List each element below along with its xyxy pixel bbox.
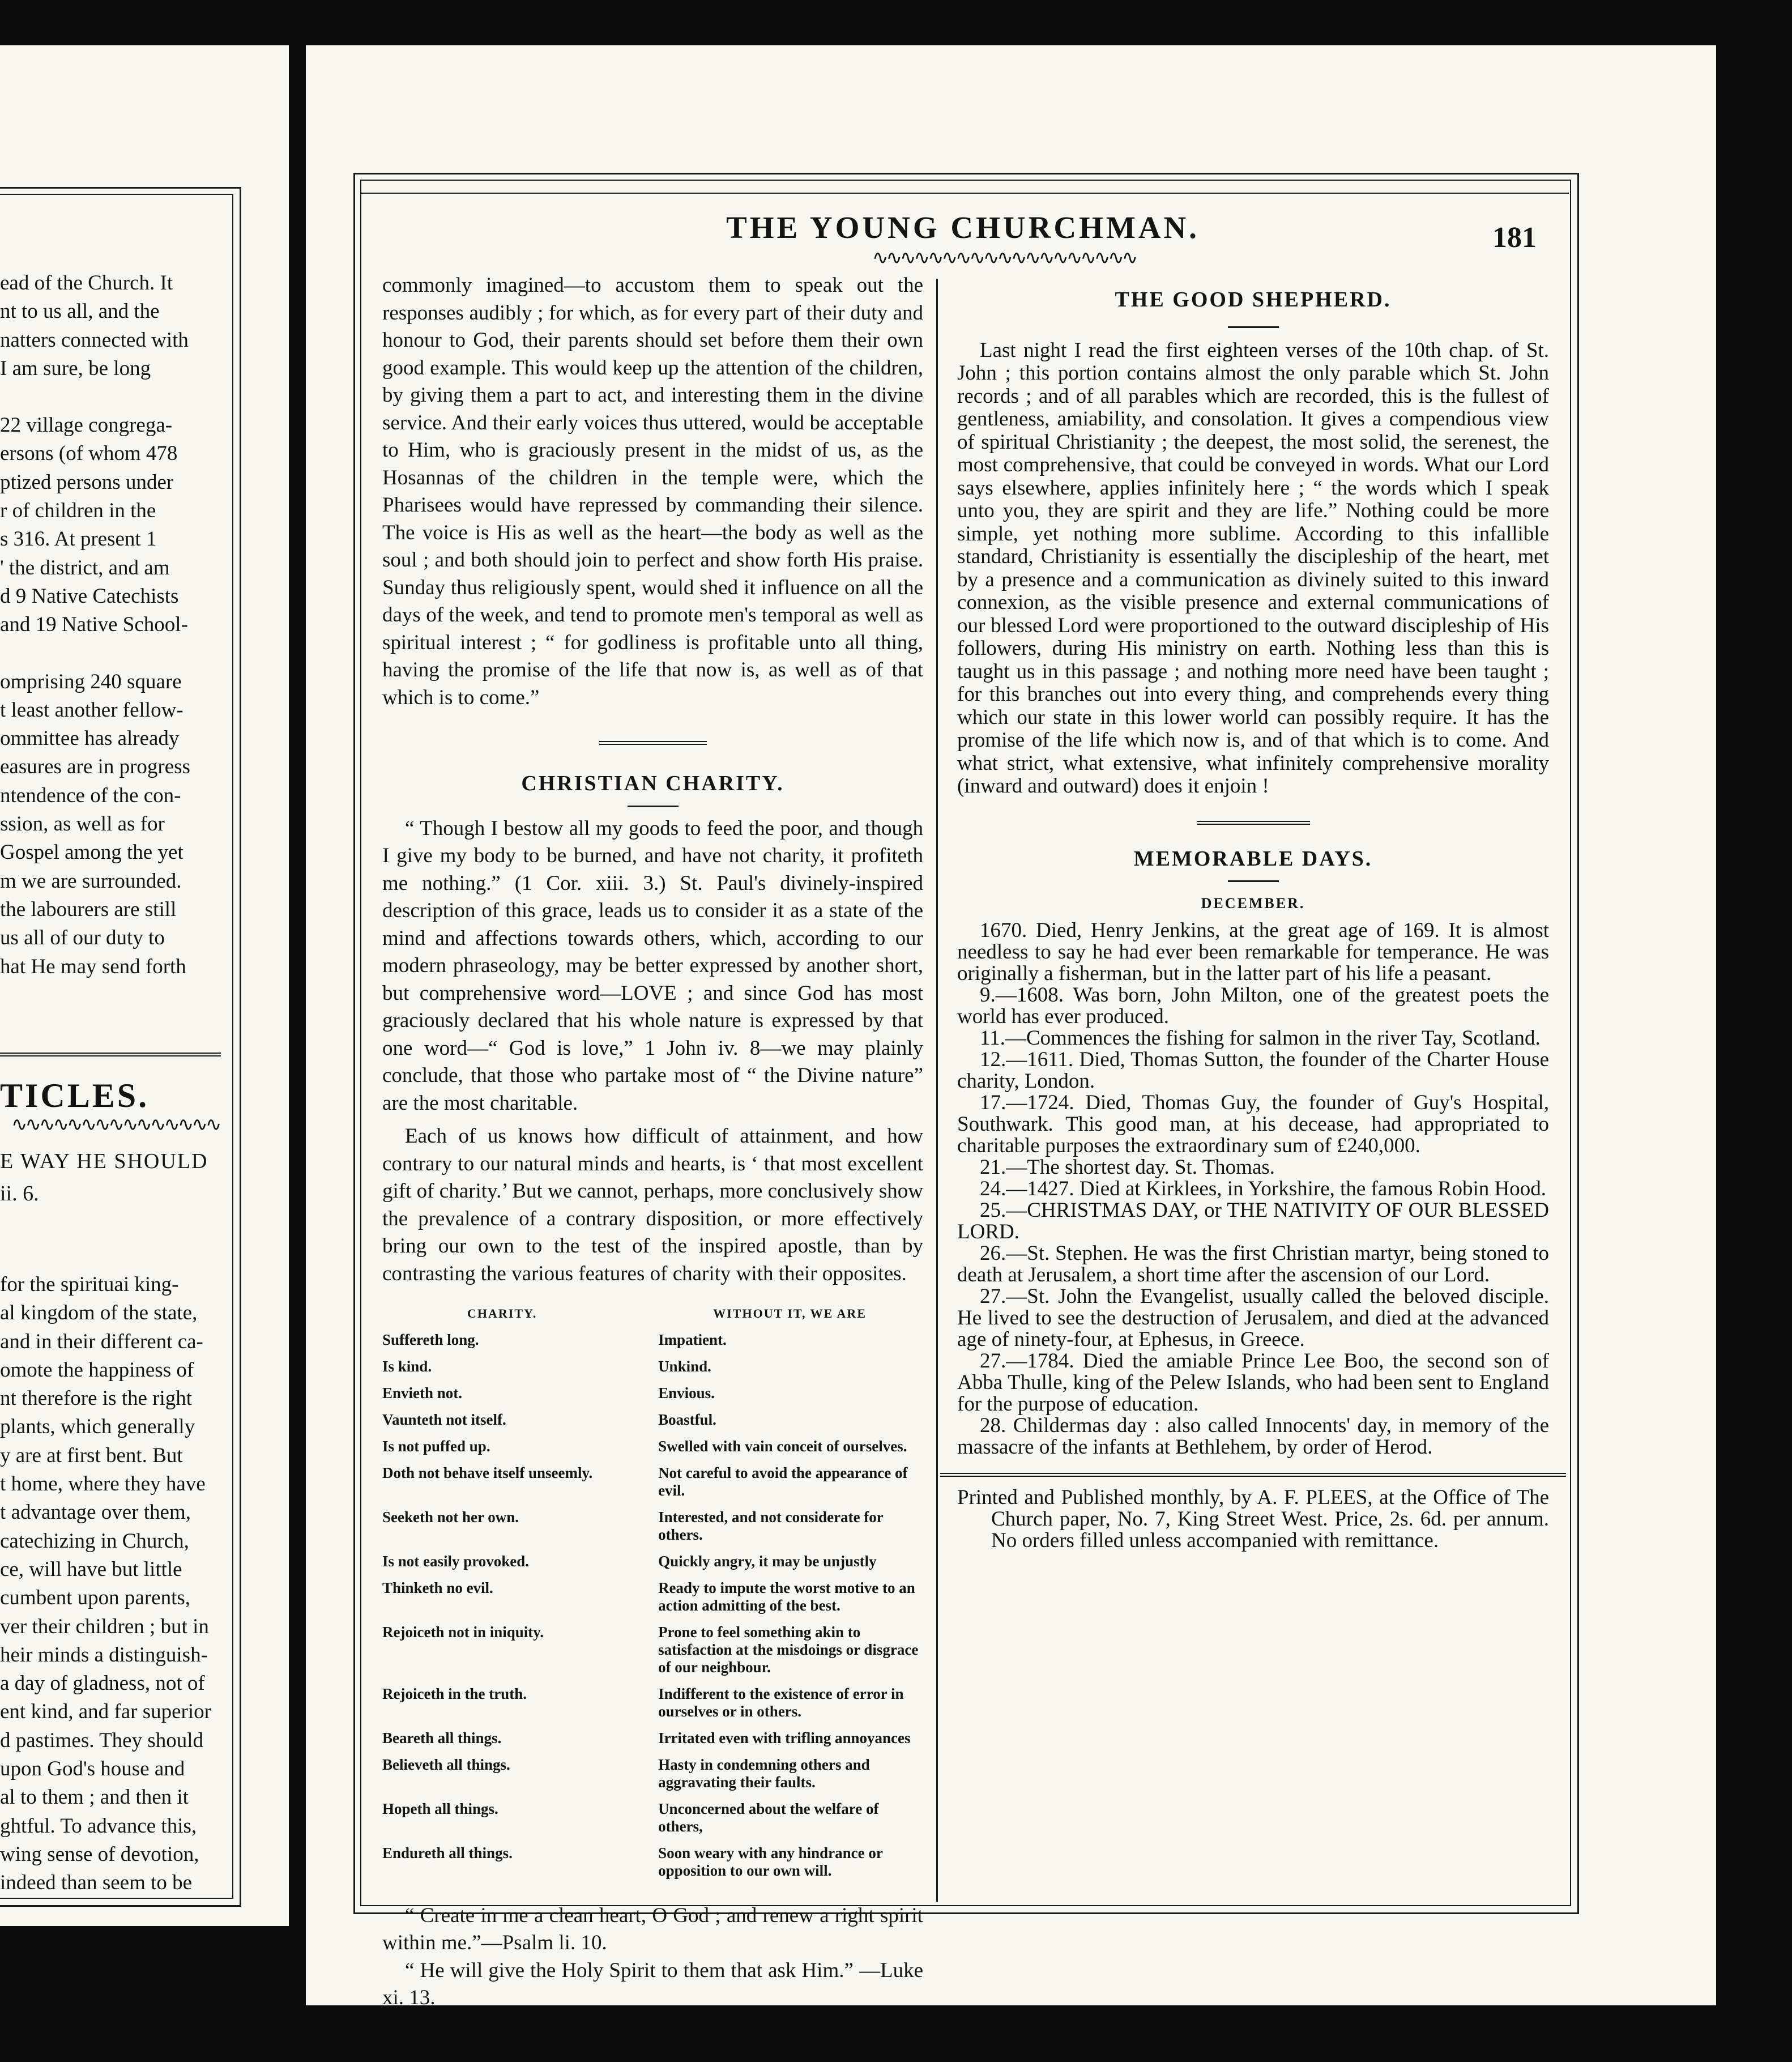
left-page-line: t home, where they have [0, 1472, 206, 1496]
left-page-line: y are at first bent. But [0, 1443, 183, 1467]
charity-virtue: Suffereth long. [382, 1331, 479, 1348]
charity-opposite: Indifferent to the existence of error in ourselves or in others. [658, 1685, 904, 1720]
left-page-line: hat He may send forth [0, 955, 186, 978]
charity-opposite: Boastful. [658, 1411, 716, 1428]
charity-opposite: Quickly angry, it may be unjustly [658, 1552, 877, 1570]
left-page-line: omote the happiness of [0, 1358, 194, 1382]
left-page-line: d pastimes. They should [0, 1728, 204, 1752]
charity-virtue: Rejoiceth in the truth. [382, 1685, 527, 1702]
running-title: THE YOUNG CHURCHMAN. [726, 210, 1200, 245]
left-page-line: the labourers are still [0, 897, 177, 921]
left-page-line [0, 383, 227, 411]
charity-virtue: Endureth all things. [382, 1844, 513, 1861]
section-divider-2 [1197, 821, 1310, 827]
charity-title: CHRISTIAN CHARITY. [521, 772, 784, 795]
charity-virtue: Believeth all things. [382, 1756, 510, 1773]
memorable-day-entry: 27.—1784. Died the amiable Prince Lee Boo, the second son of Abba Thulle, king of the Pelew Islands, who had been sent to England for the purpose of education. [957, 1349, 1549, 1416]
memorable-day-entry: 12.—1611. Died, Thomas Sutton, the founder of the Charter House charity, London. [957, 1047, 1549, 1093]
title-wavy-rule: ∿∿∿∿∿∿∿∿∿∿∿∿∿∿∿∿∿∿∿ [872, 248, 1136, 269]
left-page-line: r of children in the [0, 499, 156, 523]
left-page-line: a day of gladness, not of [0, 1672, 205, 1695]
left-page-line: omprising 240 square [0, 670, 182, 693]
left-page-line: us all of our duty to [0, 926, 165, 950]
charity-table-row [382, 1579, 923, 1614]
charity-opposite: Ready to impute the worst motive to an action admitting of the best. [658, 1579, 915, 1614]
table-head-right: WITHOUT IT, WE ARE [713, 1306, 867, 1320]
left-page-line: heir minds a distinguish- [0, 1643, 208, 1667]
month-label: DECEMBER. [1201, 895, 1305, 911]
charity-opposite: Impatient. [658, 1331, 727, 1348]
memorable-day-entry: 1670. Died, Henry Jenkins, at the great age of 169. It is almost needless to say he had ever been remarkable for temperance. He was originally a fisherman, but in the latter part of his life a peasant. [957, 918, 1549, 985]
page-number: 181 [1492, 221, 1537, 254]
charity-table-row [382, 1729, 923, 1747]
charity-opposite: Interested, and not considerate for others. [658, 1508, 884, 1543]
table-head-left: CHARITY. [467, 1306, 537, 1320]
memorable-day-entry: 24.—1427. Died at Kirklees, in Yorkshire, the famous Robin Hood. [980, 1177, 1546, 1200]
charity-table-row [382, 1844, 923, 1880]
charity-opposite: Irritated even with trifling annoyances [658, 1729, 911, 1746]
left-page-line: nt therefore is the right [0, 1387, 193, 1411]
charity-table-row [382, 1358, 923, 1375]
left-page-line: I am sure, be long [0, 356, 151, 380]
charity-virtue: Rejoiceth not in iniquity. [382, 1623, 544, 1641]
left-page-line: ssion, as well as for [0, 812, 165, 836]
imprint: Printed and Published monthly, by A. F. PLEES, at the Office of The Church paper, No. 7, King Street West. Price, 2s. 6d. per annum. No orders filled unless accompanied with remittance. [957, 1485, 1549, 1552]
left-page-line: al kingdom of the state, [0, 1301, 198, 1325]
memorable-day-entry: 17.—1724. Died, Thomas Guy, the founder of Guy's Hospital, Southwark. This good man, at his decease, had appropriated to charitable purposes the extraordinary sum of £240,000. [957, 1090, 1549, 1157]
memorable-day-entry: 28. Childermas day : also called Innocents' day, in memory of the massacre of the infants at Bethlehem, by order of Herod. [957, 1413, 1549, 1459]
charity-virtue: Beareth all things. [382, 1729, 502, 1746]
left-page-line: m we are surrounded. [0, 869, 182, 893]
charity-table-row [382, 1509, 923, 1544]
memorable-day-entry: 27.—St. John the Evangelist, usually called the beloved disciple. He lived to see the destruction of Jerusalem, and died at the advanced age of ninety-four, at Ephesus, in Greece. [957, 1284, 1549, 1351]
left-page-line: ommittee has already [0, 727, 180, 751]
left-wavy-rule: ∿∿∿∿∿∿∿∿∿∿∿∿∿∿∿ [11, 1114, 220, 1135]
charity-paragraph-1: “ Though I bestow all my goods to feed the poor, and though I give my body to be burned, and have not charity, it profiteth me nothing.” (1 Cor. xiii. 3.) St. Paul's divinely-inspired description of this grace, leads us to consider it as a state of the mind and affections towards others, which, according to our modern phraseology, may be better expressed by another short, but comprehensive word—LOVE ; and since God has most graciously declared that his whole nature is expressed by that one word—“ God is love,” 1 John iv. 8—we may plainly conclude, that those who partake most of “ the Divine nature” are the most charitable. [382, 816, 923, 1115]
charity-opposite: Unkind. [658, 1357, 711, 1375]
header-rule [360, 193, 1569, 194]
memorable-day-entry: 9.—1608. Was born, John Milton, one of the greatest poets the world has ever produced. [957, 983, 1549, 1028]
charity-table [382, 1331, 923, 1880]
charity-opposite: Not careful to avoid the appearance of evil. [658, 1464, 908, 1499]
days-title: MEMORABLE DAYS. [1133, 846, 1373, 871]
charity-opposite: Prone to feel something akin to satisfaction at the misdoings or disgrace of our neighbour. [658, 1623, 919, 1676]
left-page-line: ntendence of the con- [0, 783, 181, 807]
charity-table-row [382, 1438, 923, 1455]
left-page-line: ptized persons under [0, 470, 174, 494]
charity-table-row [382, 1411, 923, 1429]
imprint-rule [940, 1473, 1566, 1479]
right-column [957, 280, 1549, 1552]
shepherd-title: THE GOOD SHEPHERD. [1115, 288, 1392, 312]
left-page-line: and 19 Native School- [0, 613, 188, 637]
left-page-line: and in their different ca- [0, 1330, 203, 1353]
charity-title-rule [628, 806, 679, 807]
column-divider [936, 279, 938, 1902]
left-page-line: ce, will have but little [0, 1557, 182, 1581]
charity-opposite: Hasty in condemning others and aggravating their faults. [658, 1756, 870, 1791]
charity-paragraph-2: Each of us knows how difficult of attainment, and how contrary to our natural minds and hearts, is ‘ that most excellent gift of charity.’ But we cannot, perhaps, more conclusively show the prevalence of a contrary disposition, or more effectively bring our own to the test of the inspired apostle, than by contrasting the various features of charity with their opposites. [382, 1124, 923, 1285]
charity-virtue: Seeketh not her own. [382, 1508, 519, 1526]
left-page-line: ent kind, and far superior [0, 1700, 211, 1724]
left-page-double-rule [0, 1053, 221, 1059]
charity-opposite: Soon weary with any hindrance or opposition to our own will. [658, 1844, 883, 1879]
charity-table-row [382, 1624, 923, 1676]
charity-opposite: Swelled with vain conceit of ourselves. [658, 1437, 907, 1455]
charity-table-row [382, 1464, 923, 1499]
days-title-rule [1228, 880, 1279, 882]
shepherd-title-rule [1228, 326, 1279, 328]
charity-virtue: Thinketh no evil. [382, 1579, 493, 1596]
charity-opposite: Envious. [658, 1384, 715, 1401]
left-section-ref: ii. 6. [0, 1182, 39, 1205]
left-page-text-2 [0, 1271, 227, 1898]
charity-virtue: Hopeth all things. [382, 1800, 498, 1817]
charity-table-row [382, 1756, 923, 1791]
days-list [957, 920, 1549, 1458]
charity-virtue: Is kind. [382, 1357, 432, 1375]
left-page-line: ver their children ; but in [0, 1614, 209, 1638]
left-page-line: for the spirituai king- [0, 1273, 179, 1296]
charity-virtue: Doth not behave itself unseemly. [382, 1464, 593, 1481]
left-column [382, 272, 923, 2012]
left-page-line: plants, which generally [0, 1415, 195, 1439]
left-section-title: TICLES. [0, 1077, 150, 1114]
section-divider [599, 741, 707, 747]
memorable-day-entry: 25.—CHRISTMAS DAY, or THE NATIVITY OF OUR BLESSED LORD. [957, 1198, 1549, 1243]
memorable-day-entry: 26.—St. Stephen. He was the first Christian martyr, being stoned to death at Jerusalem, a short time after the ascension of our Lord. [957, 1241, 1549, 1286]
left-page-line: ' the district, and am [0, 556, 170, 580]
right-page [306, 45, 1716, 2009]
charity-table-row [382, 1800, 923, 1835]
intro-paragraph: commonly imagined—to accustom them to speak out the responses audibly ; for which, as for every part of their duty and honour to God, their parents should set before them their own good example. This would keep up the attention of the children, by giving them a part to act, and interesting them in the divine service. And their early voices thus uttered, would be acceptable to Him, who is graciously present in the midst of us, as the Hosannas of the children in the temple were, which the Pharisees would have repressed by commanding their silence. The voice is His as well as the heart—the body as well as the soul ; and both should join to perfect and show forth His praise. Sunday thus religiously spent, would shed it influence on all the days of the week, and tend to promote men's temporal as well as spiritual interest ; “ for godliness is profitable unto all thing, having the promise of the life that now is, as well as of that which is to come.” [382, 274, 923, 709]
left-page-fragment [0, 45, 289, 1926]
charity-table-row [382, 1685, 923, 1720]
charity-virtue: Is not puffed up. [382, 1437, 490, 1455]
shepherd-paragraph: Last night I read the first eighteen verses of the 10th chap. of St. John ; this portion contains almost the only parable which St. John records ; and of all parables which are recorded, this is the fullest of gentleness, amiability, and consolation. It gives a compendious view of spiritual Christianity ; the deepest, the most solid, the serenest, the most comprehensive, that could be conveyed in words. What our Lord says elsewhere, applies infinitely here ; “ the words which I speak unto you, they are spirit and they are life.” Nothing could be more simple, yet nothing more sublime. According to this infallible standard, Christianity is essentially the discipleship of the heart, met by a presence and a communication as divinely suited to this inward connexion, as the visible presence and external communications of our blessed Lord were proportioned to the outward discipleship of His followers, during His ministry on earth. Nothing less than this is taught us in this passage ; and nothing more need have been taught ; for this branches out into every thing, and comprehends every thing which our state in this lower world can possibly require. It has the promise of the life which now is, and of that which is to come. And what strict, what extensive, what infinitely comprehensive morality (inward and outward) does it enjoin ! [957, 338, 1549, 798]
left-page-line: Gospel among the yet [0, 841, 184, 864]
charity-table-row [382, 1553, 923, 1570]
left-page-line: nt to us all, and the [0, 300, 160, 323]
charity-virtue: Is not easily provoked. [382, 1552, 530, 1570]
left-page-line: t least another fellow- [0, 698, 184, 722]
left-page-line: catechizing in Church, [0, 1529, 189, 1553]
left-page-line: indeed than seem to be [0, 1871, 193, 1895]
left-page-line [0, 640, 227, 668]
charity-virtue: Vaunteth not itself. [382, 1411, 506, 1428]
left-page-line: 22 village congrega- [0, 414, 173, 437]
left-page-line: cumbent upon parents, [0, 1586, 190, 1610]
left-page-line: upon God's house and [0, 1757, 185, 1781]
quote-psalm: “ Create in me a clean heart, O God ; and renew a right spirit within me.”—Psalm li. 10. [382, 1903, 923, 1954]
charity-opposite: Unconcerned about the welfare of others, [658, 1800, 879, 1835]
left-page-line: t advantage over them, [0, 1501, 191, 1524]
left-page-line: wing sense of devotion, [0, 1842, 199, 1866]
memorable-day-entry: 11.—Commences the fishing for salmon in the river Tay, Scotland. [980, 1026, 1541, 1050]
left-page-line: al to them ; and then it [0, 1786, 189, 1809]
left-page-line: natters connected with [0, 328, 189, 352]
quote-luke: “ He will give the Holy Spirit to them that ask Him.” —Luke xi. 13. [382, 1958, 923, 2009]
left-page-line: s 316. At present 1 [0, 527, 157, 551]
memorable-day-entry: 21.—The shortest day. St. Thomas. [980, 1155, 1275, 1179]
left-page-line: ersons (of whom 478 [0, 442, 178, 466]
left-section-subtitle: E WAY HE SHOULD [0, 1149, 208, 1173]
left-page-line: ghtful. To advance this, [0, 1814, 197, 1838]
left-page-line: ead of the Church. It [0, 271, 173, 295]
charity-table-row [382, 1331, 923, 1349]
charity-table-row [382, 1384, 923, 1402]
left-page-line: easures are in progress [0, 755, 190, 779]
charity-virtue: Envieth not. [382, 1384, 463, 1401]
left-page-line: d 9 Native Catechists [0, 584, 179, 608]
charity-table-header [382, 1300, 923, 1328]
left-page-text [0, 269, 227, 981]
